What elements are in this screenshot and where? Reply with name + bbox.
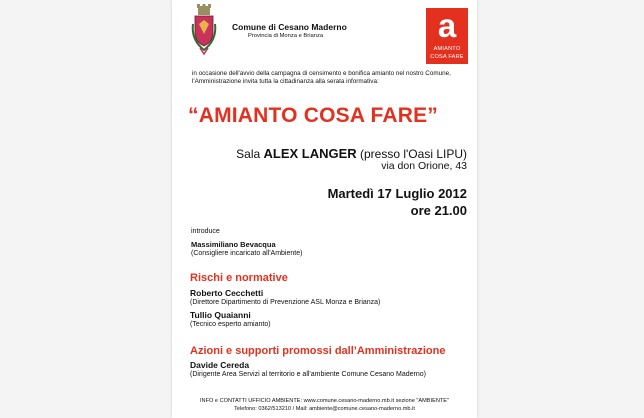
amianto-logo: [426, 8, 468, 64]
logo-letter: a: [437, 7, 457, 44]
event-time: ore 21.00: [410, 203, 467, 218]
section-heading: Azioni e supporti promossi dall’Amministrazione: [190, 345, 446, 357]
speaker-role: (Direttore Dipartimento di Prevenzione ASL Monza e Brianza): [190, 299, 381, 306]
poster: [172, 0, 477, 418]
speaker-name: Tullio Quaianni: [190, 310, 251, 320]
introduce-label: introduce: [191, 228, 220, 235]
crest-icon: [190, 4, 218, 56]
speaker-role: (Dirigente Area Servizi al territorio e all'ambiente Comune Cesano Maderno): [190, 371, 426, 378]
speaker-role: (Tecnico esperto amianto): [190, 321, 271, 328]
footer-info: INFO e CONTATTI UFFICIO AMBIENTE: www.comune.cesano-maderno.mb.it sezione "AMBIENTE": [199, 398, 450, 404]
speaker-name: Massimiliano Bevacqua: [191, 240, 276, 249]
intro-text: in occasione dell'avvio della campagna di censimento e bonifica amianto nel nostro Comune, l'Amministrazione invita tutta la cittadinanza alla serata informativa:: [192, 70, 451, 85]
venue-note: (presso l'Oasi LIPU): [356, 147, 467, 161]
event-title: “AMIANTO COSA FARE”: [188, 104, 438, 127]
speaker-role: (Consigliere incaricato all'Ambiente): [191, 250, 303, 257]
logo-line-1: AMIANTO: [433, 46, 461, 52]
speaker-name: Davide Cereda: [190, 360, 250, 370]
section-heading: Rischi e normative: [190, 272, 288, 284]
provincia-label: Provincia di Monza e Brianza: [248, 33, 324, 39]
venue-address: via don Orione, 43: [381, 160, 467, 172]
event-date: Martedì 17 Luglio 2012: [327, 186, 467, 201]
footer-contacts: Telefono: 0362/513210 / Mail: ambiente@comune.cesano-maderno.mb.it: [234, 406, 415, 412]
venue: [236, 146, 467, 161]
speaker-name: Roberto Cecchetti: [190, 288, 264, 298]
logo-line-2: COSA FARE: [430, 54, 464, 60]
venue-name: ALEX LANGER: [263, 146, 357, 161]
comune-name: Comune di Cesano Maderno: [232, 22, 347, 32]
venue-prefix: Sala: [236, 147, 264, 161]
